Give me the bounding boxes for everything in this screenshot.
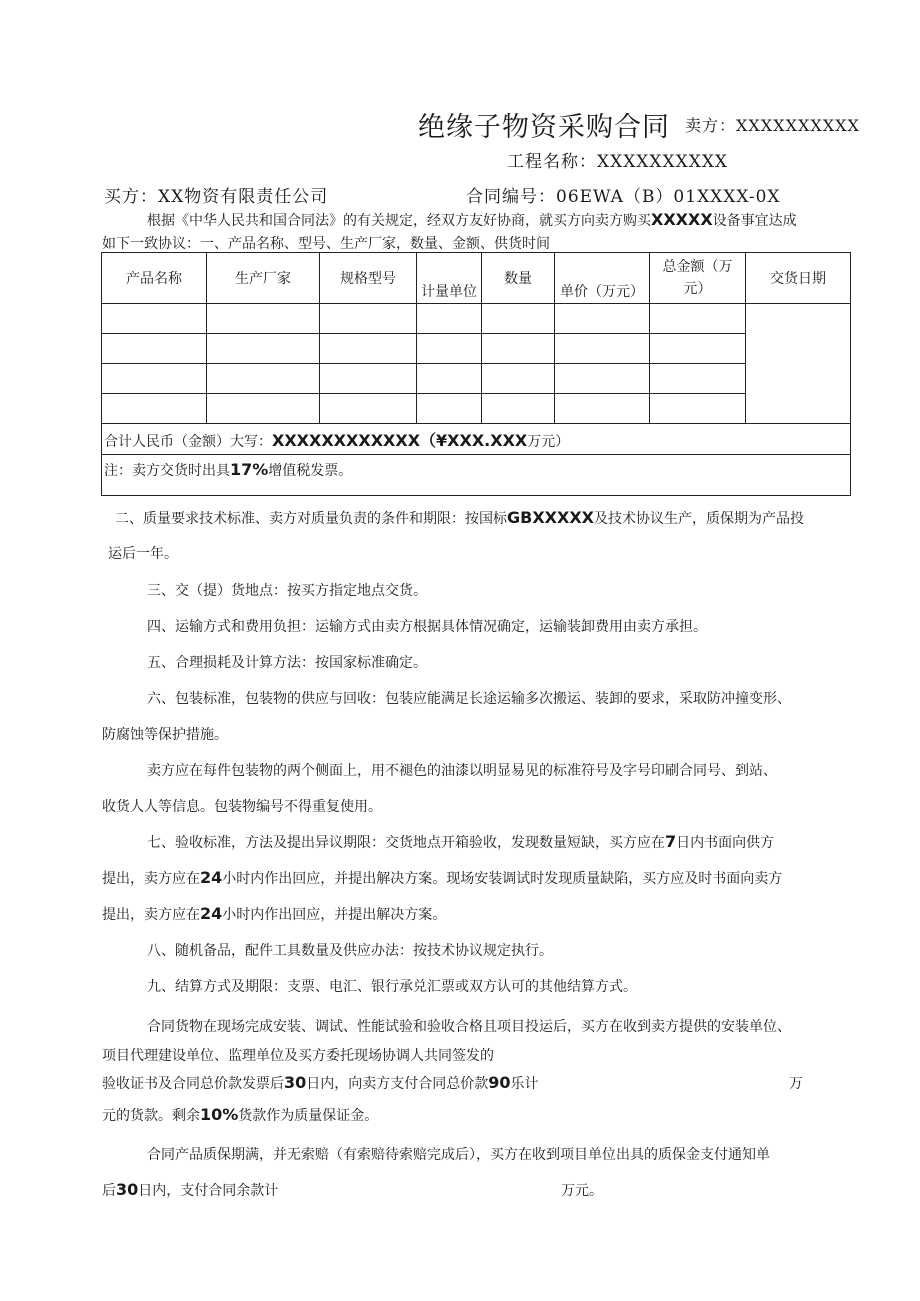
payment-line-4: 元的货款。剩余10%货款作为质量保证金。: [102, 1105, 379, 1124]
page-title: 绝缘子物资采购合同: [418, 112, 670, 143]
payment-line-1: 合同货物在现场完成安装、调试、性能试验和验收合格且项目投运后，买方在收到卖方提供的安装单位、: [147, 1019, 791, 1035]
table-cell: [102, 334, 207, 364]
contract-number: 合同编号：06EWA（B）01XXXX-0X: [466, 187, 781, 207]
table-cell: [650, 304, 746, 334]
note-row: [102, 455, 851, 496]
payment-unit: 万: [789, 1076, 803, 1092]
buyer-name: 买方：XX物资有限责任公司: [104, 187, 329, 207]
table-cell: [320, 394, 417, 424]
table-cell: [320, 304, 417, 334]
table-cell: [555, 364, 650, 394]
table-cell: [417, 394, 482, 424]
seller-name: 卖方：XXXXXXXXXX: [685, 116, 860, 135]
table-cell: [417, 334, 482, 364]
col-header: 交货日期: [746, 253, 851, 304]
warranty-line-1: 合同产品质保期满，并无索赔（有索赔待索赔完成后），买方在收到项目单位出具的质保金支付通知单: [147, 1147, 770, 1163]
delivery-date-cell: [746, 304, 851, 424]
clause-2-line-2: 运后一年。: [108, 546, 178, 562]
col-header: 产品名称: [102, 253, 207, 304]
col-header: 计量单位: [417, 253, 482, 304]
table-cell: [207, 364, 320, 394]
project-name: 工程名称：XXXXXXXXXX: [507, 152, 729, 172]
table-cell: [417, 304, 482, 334]
col-header: 规格型号: [320, 253, 417, 304]
col-header: 生产厂家: [207, 253, 320, 304]
payment-line-3: 验收证书及合同总价款发票后30日内，向卖方支付合同总价款90乐计: [102, 1073, 539, 1092]
table-cell: [482, 334, 555, 364]
col-header: 数量: [482, 253, 555, 304]
clause-7-line-1: 七、验收标准，方法及提出异议期限：交货地点开箱验收，发现数量短缺，买方应在7日内书面向供方: [147, 832, 775, 851]
clause-6-line-1: 六、包装标准，包装物的供应与回收：包装应能满足长途运输多次搬运、装卸的要求，采取防冲撞变形、: [147, 691, 791, 707]
table-row: [102, 334, 851, 364]
clause-5: 五、合理损耗及计算方法：按国家标准确定。: [147, 655, 427, 671]
table-cell: [207, 334, 320, 364]
total-amount-cell: 合计人民币（金额）大写：XXXXXXXXXXXX（¥XXX.XXX万元）: [102, 424, 851, 455]
table-row: [102, 304, 851, 334]
table-cell: [555, 304, 650, 334]
table-cell: [417, 364, 482, 394]
intro-line-2: 如下一致协议：一、产品名称、型号、生产厂家，数量、金额、供货时间: [102, 236, 550, 252]
clause-3: 三、交（提）货地点：按买方指定地点交货。: [147, 583, 427, 599]
table-header-row: [102, 253, 851, 304]
clause-4: 四、运输方式和费用负担：运输方式由卖方根据具体情况确定，运输装卸费用由卖方承担。: [147, 619, 707, 635]
product-table: [101, 252, 851, 496]
table-cell: [650, 364, 746, 394]
table-cell: [102, 304, 207, 334]
col-header: 单价（万元）: [555, 253, 650, 304]
note-cell: 注：卖方交货时出具17%增值税发票。: [102, 455, 851, 496]
table-cell: [650, 334, 746, 364]
clause-7-line-2: 提出，卖方应在24小时内作出回应，并提出解决方案。现场安装调试时发现质量缺陷，买方应及时书面向卖方: [102, 868, 783, 887]
warranty-unit: 万元。: [561, 1183, 603, 1199]
table-row: [102, 364, 851, 394]
warranty-line-2: 后30日内，支付合同余款计: [102, 1180, 279, 1199]
table-cell: [207, 304, 320, 334]
intro-line-1: 根据《中华人民共和国合同法》的有关规定，经双方友好协商，就买方向卖方购买XXXXX设备事宜达成: [147, 210, 797, 229]
table-cell: [482, 304, 555, 334]
table-cell: [102, 364, 207, 394]
clause-6b-line-1: 卖方应在每件包装物的两个侧面上，用不褪色的油漆以明显易见的标准符号及字号印刷合同号、到站、: [147, 763, 777, 779]
table-cell: [320, 334, 417, 364]
table-cell: [555, 334, 650, 364]
clause-9: 九、结算方式及期限：支票、电汇、银行承兑汇票或双方认可的其他结算方式。: [147, 979, 637, 995]
clause-2-line-1: 二、质量要求技术标准、卖方对质量负责的条件和期限：按国标GBXXXXX及技术协议生产，质保期为产品投: [115, 508, 805, 527]
table-cell: [102, 394, 207, 424]
clause-7-line-3: 提出，卖方应在24小时内作出回应，并提出解决方案。: [102, 904, 447, 923]
table-cell: [207, 394, 320, 424]
col-header: 总金额（万元）: [650, 253, 746, 304]
payment-line-2: 项目代理建设单位、监理单位及买方委托现场协调人共同签发的: [102, 1048, 494, 1064]
total-row: [102, 424, 851, 455]
clause-6-line-2: 防腐蚀等保护措施。: [102, 727, 228, 743]
table-cell: [482, 364, 555, 394]
table-row: [102, 394, 851, 424]
table-cell: [650, 394, 746, 424]
table-cell: [555, 394, 650, 424]
table-cell: [320, 364, 417, 394]
clause-8: 八、随机备品，配件工具数量及供应办法：按技术协议规定执行。: [147, 943, 553, 959]
table-cell: [482, 394, 555, 424]
clause-6b-line-2: 收货人人等信息。包装物编号不得重复使用。: [102, 799, 382, 815]
